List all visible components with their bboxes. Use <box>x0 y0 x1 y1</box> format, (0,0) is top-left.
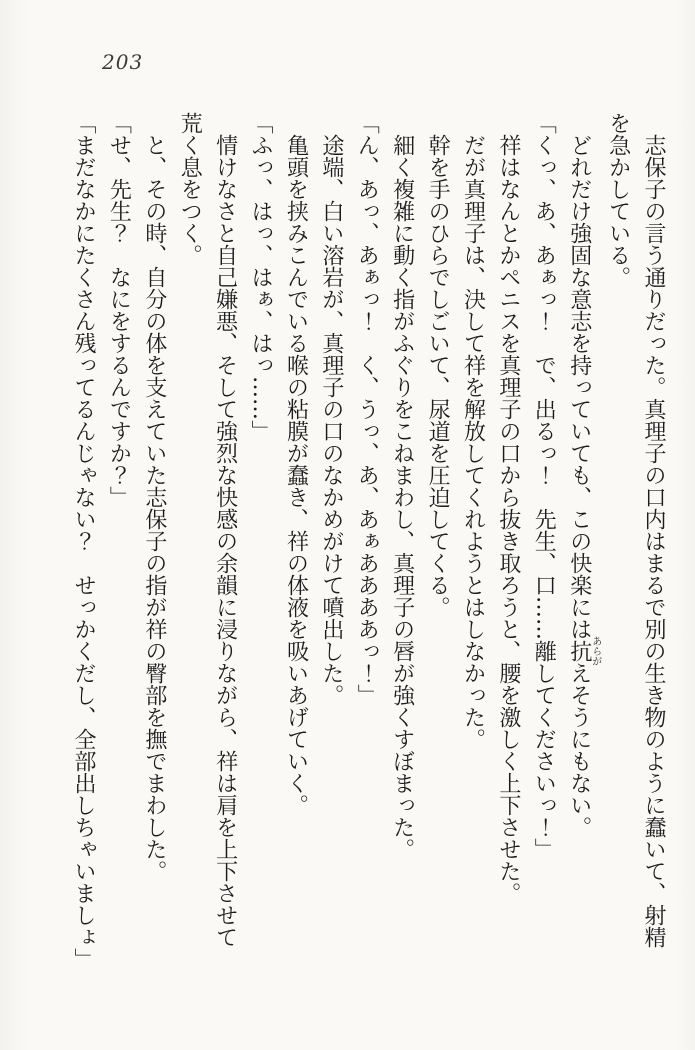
text-column-16: 「せ、先生？ なにをするんですか？」 <box>106 112 132 508</box>
text-column-4: 「くっ、あ、あぁっ！ で、出るっ！ 先生、口……離してくださいっ！」 <box>531 112 557 860</box>
text-column-8: 細く複雑に動く指がふぐりをこねまわし、真理子の唇が強くすぼまった。 <box>389 134 415 860</box>
text-column-5: 祥はなんとかペニスを真理子の口から抜き取ろうと、腰を激しく上下させた。 <box>495 134 521 904</box>
page-number: 203 <box>102 50 144 74</box>
text-column-3: どれだけ強固な意志を持っていても、この快楽には抗あらがえそうにもない。 <box>566 134 601 838</box>
text-column-1: 志保子の言う通りだった。真理子の口内はまるで別の生き物のように蠢いて、射精 <box>641 134 666 948</box>
text-column-17: 「まだなかにたくさん残ってるんじゃない？ せっかくだし、全部出しちゃいましょ」 <box>71 112 96 970</box>
text-column-14: 荒く息をつく。 <box>177 112 203 266</box>
text-area <box>65 112 671 997</box>
text-column-11: 亀頭を挟みこんでいる喉の粘膜が蠢き、祥の体液を吸いあげていく。 <box>283 134 309 816</box>
text-column-7: 幹を手のひらでしごいて、尿道を圧迫してくる。 <box>425 134 451 618</box>
text-column-6: だが真理子は、決して祥を解放してくれようとはしなかった。 <box>460 134 486 750</box>
text-column-13: 情けなさと自己嫌悪、そして強烈な快感の余韻に浸りながら、祥は肩を上下させて <box>212 134 238 948</box>
text-column-9: 「ん、あっ、あぁっ！ く、うっ、あ、あぁああああっ！」 <box>354 112 380 706</box>
text-column-10: 途端、白い溶岩が、真理子の口のなかめがけて噴出した。 <box>318 134 344 706</box>
text-column-15: と、その時、自分の体を支えていた志保子の指が祥の臀部を撫でまわした。 <box>141 134 167 882</box>
text-column-12: 「ふっ、はっ、はぁ、はっ……」 <box>248 112 274 442</box>
ruby-annotation: 抗あらが <box>566 636 601 666</box>
text-column-2: を急かしている。 <box>605 112 631 288</box>
